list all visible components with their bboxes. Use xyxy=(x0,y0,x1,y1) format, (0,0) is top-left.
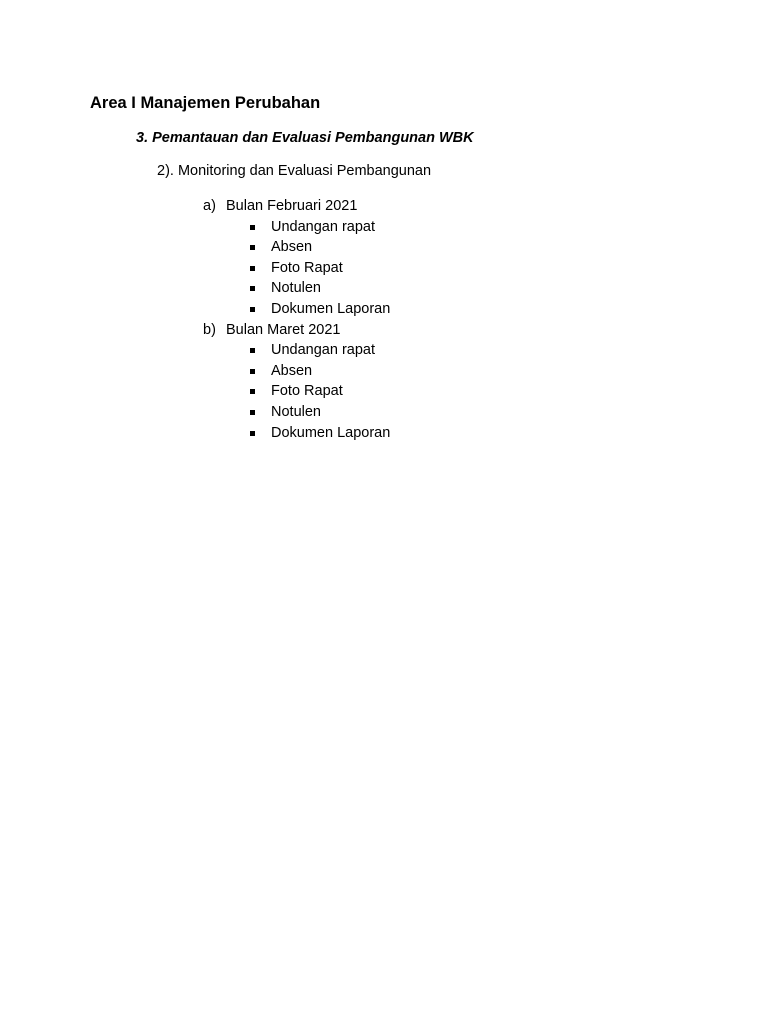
list-item-label: Foto Rapat xyxy=(271,259,343,276)
page-title: Area I Manajemen Perubahan xyxy=(90,94,321,112)
list-item xyxy=(203,237,563,258)
month-marker: b) xyxy=(203,321,216,338)
square-bullet-icon xyxy=(250,389,255,394)
list-item-label: Absen xyxy=(271,362,313,379)
section-subtitle: 3. Pemantauan dan Evaluasi Pembangunan WBK xyxy=(136,130,474,146)
square-bullet-icon xyxy=(250,410,255,415)
square-bullet-icon xyxy=(250,348,255,353)
list-item-label: Dokumen Laporan xyxy=(271,424,391,441)
document-item-list xyxy=(203,340,563,443)
month-heading xyxy=(203,320,563,341)
month-label: Bulan Maret 2021 xyxy=(226,321,341,338)
list-item-label: Undangan rapat xyxy=(271,218,375,235)
square-bullet-icon xyxy=(250,266,255,271)
square-bullet-icon xyxy=(250,431,255,436)
list-item-label: Absen xyxy=(271,239,313,256)
month-label: Bulan Februari 2021 xyxy=(226,198,358,214)
list-item-label: Notulen xyxy=(271,280,321,297)
square-bullet-icon xyxy=(250,286,255,291)
list-item xyxy=(203,381,563,402)
subsection-heading: 2). Monitoring dan Evaluasi Pembangunan xyxy=(157,163,432,179)
document-item-list xyxy=(203,217,563,320)
square-bullet-icon xyxy=(250,307,255,312)
month-list xyxy=(203,196,563,443)
list-item-label: Foto Rapat xyxy=(271,383,343,400)
list-item xyxy=(203,217,563,238)
square-bullet-icon xyxy=(250,369,255,374)
list-item xyxy=(203,423,563,444)
list-item-label: Undangan rapat xyxy=(271,342,375,359)
list-item-label: Notulen xyxy=(271,403,321,420)
list-item-label: Dokumen Laporan xyxy=(271,300,391,317)
square-bullet-icon xyxy=(250,225,255,230)
month-marker: a) xyxy=(203,198,216,214)
list-item xyxy=(203,402,563,423)
list-item xyxy=(203,258,563,279)
list-item xyxy=(203,361,563,382)
month-heading xyxy=(203,196,563,217)
list-item xyxy=(203,340,563,361)
square-bullet-icon xyxy=(250,245,255,250)
list-item xyxy=(203,278,563,299)
list-item xyxy=(203,299,563,320)
